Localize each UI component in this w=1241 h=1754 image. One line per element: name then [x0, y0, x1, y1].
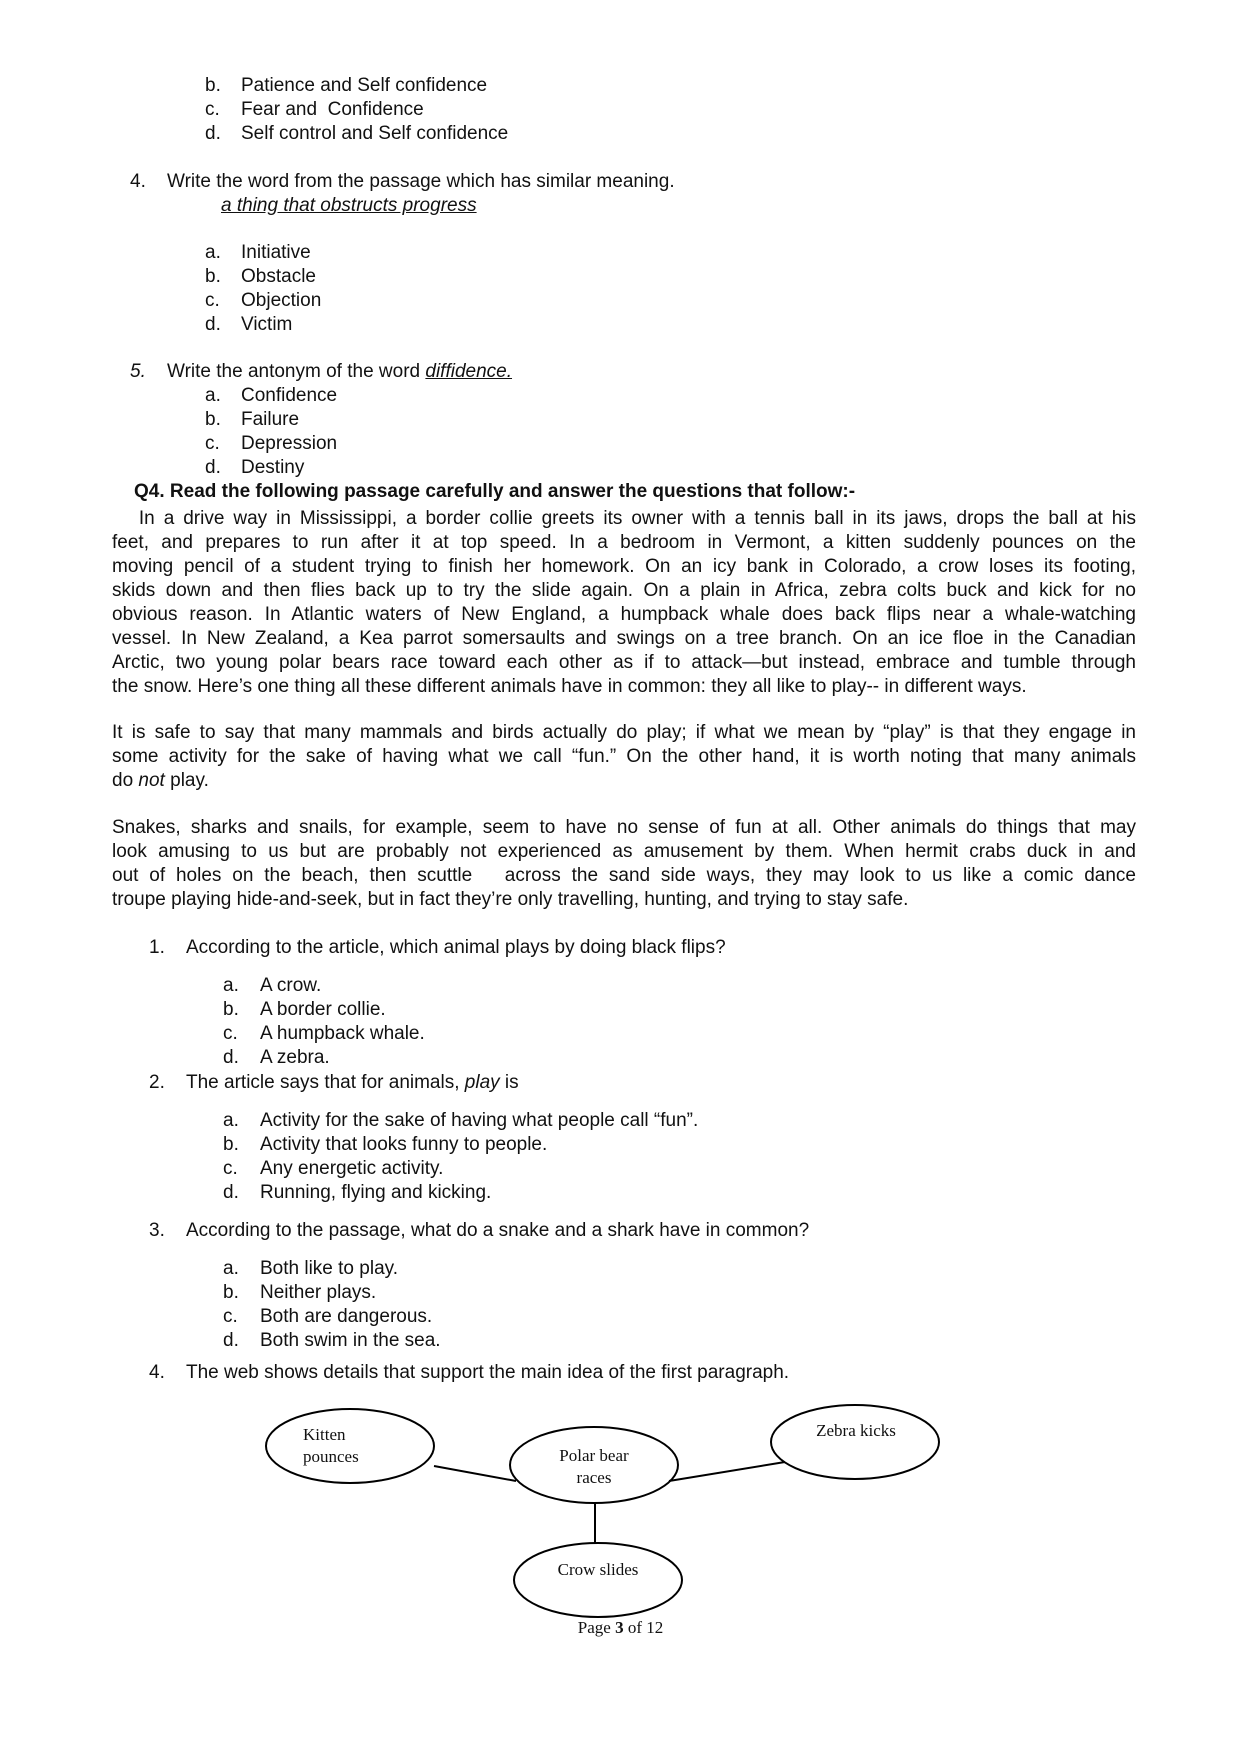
option-letter: d. — [205, 123, 221, 144]
node-left-label — [303, 1424, 359, 1468]
option-text: Failure — [241, 409, 300, 430]
passage-line: troupe playing hide-and-seek, but in fact they’re only travelling, hunting, and trying to stay safe. — [112, 889, 909, 910]
page-footer — [0, 1617, 1241, 1639]
passage-line: Snakes, sharks and snails, for example, seem to have no sense of fun at all. Other animals do things that may — [112, 817, 1136, 838]
section-heading: Q4. Read the following passage carefully and answer the questions that follow:- — [134, 481, 856, 502]
option-text: A crow. — [260, 975, 322, 996]
question-number: 2. — [149, 1072, 165, 1093]
node-label-line: Kitten — [303, 1425, 346, 1444]
option-letter: c. — [205, 99, 220, 120]
option-letter: b. — [223, 1282, 239, 1303]
option-letter: d. — [205, 457, 221, 478]
node-bottom-label: Crow slides — [557, 1560, 639, 1579]
option-letter: b. — [205, 75, 221, 96]
passage-line: Arctic, two young polar bears race toward each other as if to attack—but instead, embrace and tumble through — [112, 652, 1136, 673]
option-letter: d. — [223, 1047, 239, 1068]
node-center-label — [534, 1445, 654, 1489]
connector-right — [669, 1462, 785, 1481]
option-letter: a. — [205, 385, 221, 406]
passage-line: obvious reason. In Atlantic waters of New England, a humpback whale does back flips near a whale-watching — [112, 604, 1136, 625]
option-text: Any energetic activity. — [260, 1158, 444, 1179]
node-right-label: Zebra kicks — [816, 1421, 896, 1440]
option-letter: c. — [205, 433, 220, 454]
question-text: Write the word from the passage which has similar meaning. — [167, 171, 675, 192]
passage-line: moving pencil of a student trying to finish her homework. On an icy bank in Colorado, a crow loses its footing, — [112, 556, 1136, 577]
node-label-line: races — [576, 1468, 612, 1487]
option-text: A zebra. — [260, 1047, 330, 1068]
footer-text: Page — [577, 1618, 616, 1637]
option-text: Confidence — [241, 385, 338, 406]
option-letter: d. — [223, 1330, 239, 1351]
option-text: Destiny — [241, 457, 305, 478]
question-prefix: Write the antonym of the word — [167, 361, 426, 382]
option-text: Obstacle — [241, 266, 316, 287]
option-letter: a. — [223, 1110, 239, 1131]
passage-emphasis: not — [138, 770, 165, 791]
option-letter: a. — [205, 242, 221, 263]
option-letter: c. — [223, 1023, 238, 1044]
passage-line: look amusing to us but are probably not experienced as amusement by them. When hermit crabs duck in and — [112, 841, 1136, 862]
question-text: According to the article, which animal plays by doing black flips? — [186, 937, 726, 958]
question-text: The web shows details that support the main idea of the first paragraph. — [186, 1362, 790, 1383]
option-text: Objection — [241, 290, 322, 311]
node-label-line: Polar bear — [559, 1446, 629, 1465]
option-letter: d. — [223, 1182, 239, 1203]
option-text: Both are dangerous. — [260, 1306, 433, 1327]
option-letter: b. — [223, 1134, 239, 1155]
option-letter: c. — [205, 290, 220, 311]
passage-line: some activity for the sake of having what we call “fun.” On the other hand, it is worth noting that many animals — [112, 746, 1136, 767]
passage-line: It is safe to say that many mammals and birds actually do play; if what we mean by “play” is that they engage in — [112, 722, 1136, 743]
passage-line: skids down and then flies back up to try the slide again. On a plain in Africa, zebra colts buck and kick for no — [112, 580, 1136, 601]
question-number: 5. — [130, 361, 146, 382]
passage-line: In a drive way in Mississippi, a border collie greets its owner with a tennis ball in its jaws, drops the ball at his — [112, 508, 1136, 529]
question-number: 4. — [149, 1362, 165, 1383]
option-letter: a. — [223, 975, 239, 996]
question-number: 3. — [149, 1220, 165, 1241]
passage-line: vessel. In New Zealand, a Kea parrot somersaults and swings on a tree branch. On an ice floe in the Canadian — [112, 628, 1136, 649]
question-text-part: is — [499, 1072, 519, 1093]
passage-line: the snow. Here’s one thing all these different animals have in common: they all like to play-- in different ways. — [112, 676, 1027, 697]
connector-left — [434, 1466, 516, 1481]
passage-line: out of holes on the beach, then scuttle across the sand side ways, they may look to us like a comic dance — [112, 865, 1136, 886]
option-letter: c. — [223, 1158, 238, 1179]
node-label-line: pounces — [303, 1447, 359, 1466]
question-text: According to the passage, what do a snake and a shark have in common? — [186, 1220, 810, 1241]
option-text: Running, flying and kicking. — [260, 1182, 492, 1203]
option-text: Activity for the sake of having what people call “fun”. — [260, 1110, 699, 1131]
question-phrase: a thing that obstructs progress — [221, 195, 477, 216]
passage-text: play. — [164, 770, 209, 791]
question-emphasis: play — [464, 1072, 500, 1093]
question-number: 1. — [149, 937, 165, 958]
current-page-number: 3 — [615, 1618, 624, 1637]
option-letter: a. — [223, 1258, 239, 1279]
option-text: Both like to play. — [260, 1258, 399, 1279]
option-text: Neither plays. — [260, 1282, 377, 1303]
option-text: Initiative — [241, 242, 311, 263]
option-letter: b. — [205, 409, 221, 430]
option-text: Patience and Self confidence — [241, 75, 488, 96]
footer-text: of 12 — [623, 1618, 664, 1637]
option-text: Depression — [241, 433, 338, 454]
question-number: 4. — [130, 171, 146, 192]
option-text: Fear and Confidence — [241, 99, 424, 120]
node-right-oval — [771, 1405, 939, 1479]
option-letter: d. — [205, 314, 221, 335]
question-text-part: The article says that for animals, — [186, 1072, 465, 1093]
option-letter: b. — [205, 266, 221, 287]
option-letter: b. — [223, 999, 239, 1020]
passage-line: feet, and prepares to run after it at top speed. In a bedroom in Vermont, a kitten suddenly pounces on the — [112, 532, 1136, 553]
option-text: Activity that looks funny to people. — [260, 1134, 548, 1155]
option-text: A border collie. — [260, 999, 386, 1020]
question-word: diffidence. — [425, 361, 513, 382]
option-letter: c. — [223, 1306, 238, 1327]
option-text: Victim — [241, 314, 293, 335]
passage-text: do — [112, 770, 139, 791]
option-text: A humpback whale. — [260, 1023, 425, 1044]
option-text: Self control and Self confidence — [241, 123, 509, 144]
option-text: Both swim in the sea. — [260, 1330, 441, 1351]
